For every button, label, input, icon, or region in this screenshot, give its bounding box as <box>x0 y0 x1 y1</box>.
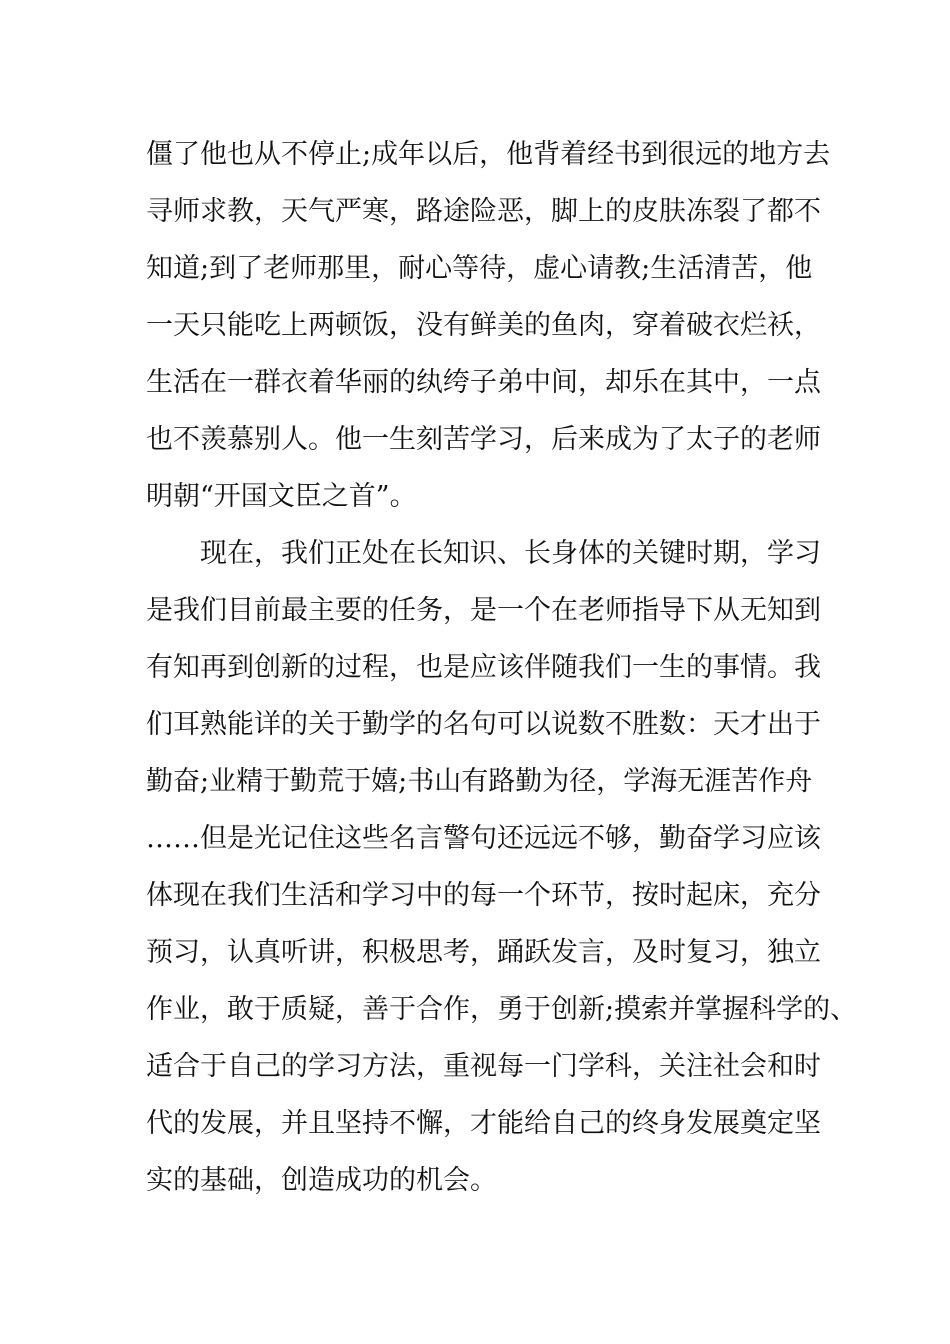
text-line: 实的基础，创造成功的机会。 <box>146 1165 497 1196</box>
body-text <box>146 126 858 1209</box>
text-line: 适合于自己的学习方法，重视每一门学科，关注社会和时 <box>146 1051 821 1082</box>
text-line: 生活在一群衣着华丽的纨绔子弟中间，却乐在其中，一点 <box>146 367 821 398</box>
text-line: 体现在我们生活和学习中的每一个环节，按时起床，充分 <box>146 880 821 911</box>
text-line: 代的发展，并且坚持不懈，才能给自己的终身发展奠定坚 <box>146 1108 821 1139</box>
text-line: 知道;到了老师那里，耐心等待，虚心请教;生活清苦，他 <box>146 253 813 284</box>
text-line: 是我们目前最主要的任务，是一个在老师指导下从无知到 <box>146 595 821 626</box>
text-line: 寻师求教，天气严寒，路途险恶，脚上的皮肤冻裂了都不 <box>146 196 821 227</box>
text-line: 们耳熟能详的关于勤学的名句可以说数不胜数：天才出于 <box>146 709 821 740</box>
text-line: 僵了他也从不停止;成年以后，他背着经书到很远的地方去 <box>146 139 831 170</box>
text-line: 预习，认真听讲，积极思考，踊跃发言，及时复习，独立 <box>146 937 821 968</box>
text-line: ……但是光记住这些名言警句还远远不够，勤奋学习应该 <box>146 823 821 854</box>
text-line: 也不羡慕别人。他一生刻苦学习，后来成为了太子的老师 <box>146 424 821 455</box>
text-line: 勤奋;业精于勤荒于嬉;书山有路勤为径，学海无涯苦作舟 <box>146 766 813 797</box>
text-line: 一天只能吃上两顿饭，没有鲜美的鱼肉，穿着破衣烂袄， <box>146 310 821 341</box>
text-line: 明朝“开国文臣之首”。 <box>146 481 417 512</box>
text-line: 现在，我们正处在长知识、长身体的关键时期，学习 <box>146 538 821 569</box>
text-line: 作业，敢于质疑，善于合作，勇于创新;摸索并掌握科学的、 <box>146 994 858 1025</box>
text-line: 有知再到创新的过程，也是应该伴随我们一生的事情。我 <box>146 652 821 683</box>
